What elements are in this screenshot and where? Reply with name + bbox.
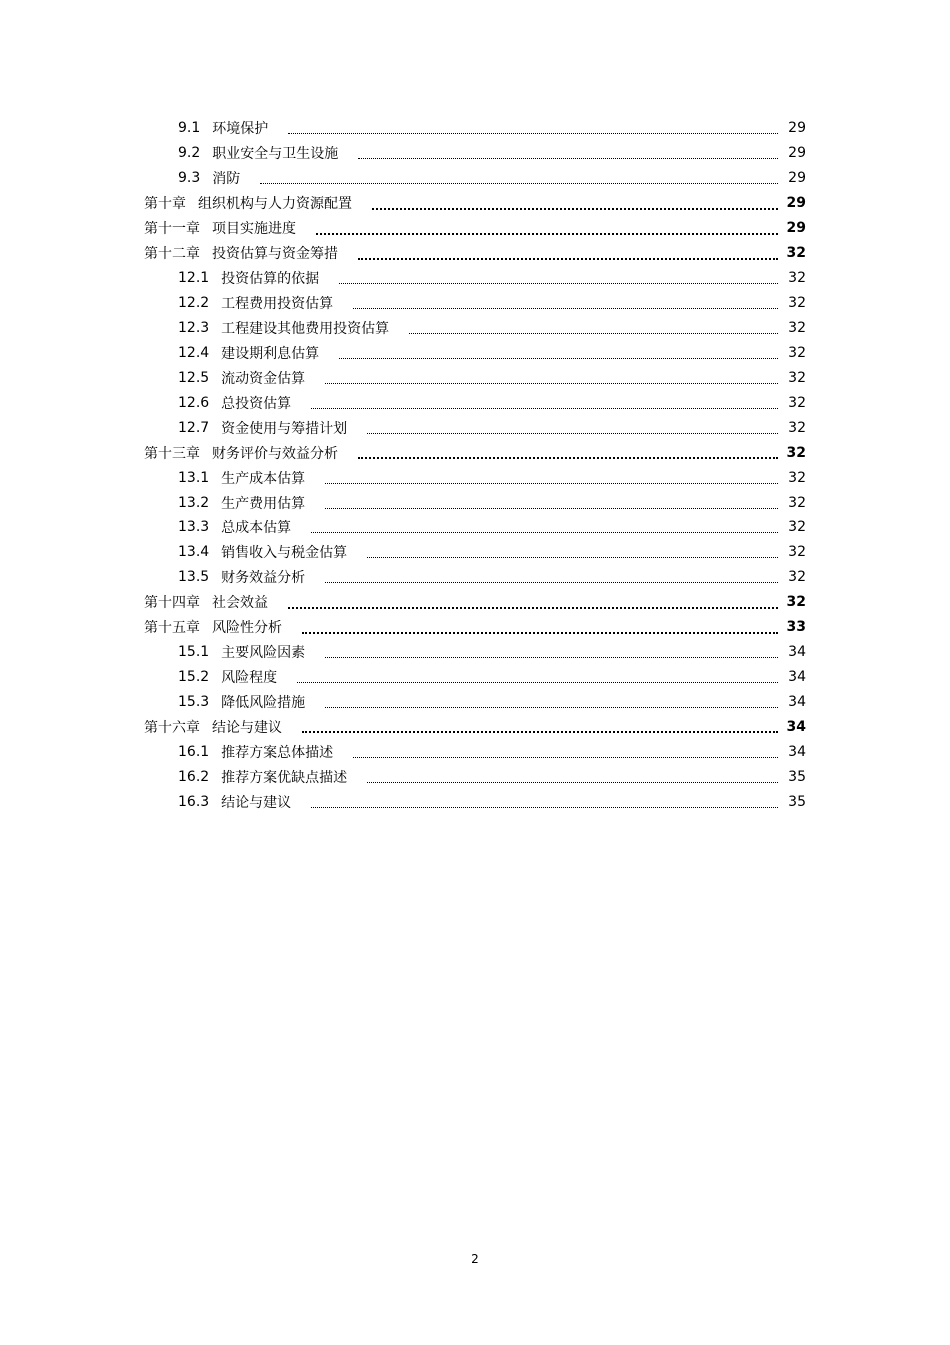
toc-entry-title: 项目实施进度 — [212, 221, 296, 238]
toc-dot-leader — [358, 456, 778, 459]
toc-entry-number: 15.1 — [178, 644, 210, 661]
toc-entry-title: 总成本估算 — [221, 520, 292, 537]
toc-dot-leader — [339, 357, 778, 359]
toc-dot-leader — [372, 207, 778, 210]
toc-dot-leader — [325, 581, 778, 583]
toc-entry-title: 降低风险措施 — [221, 695, 306, 712]
toc-entry-number: 16.2 — [178, 768, 210, 785]
toc-section-entry[interactable] — [0, 665, 950, 690]
toc-section-entry[interactable] — [0, 141, 950, 166]
toc-entry-title: 财务评价与效益分析 — [212, 445, 338, 462]
toc-dot-leader — [302, 730, 778, 733]
toc-entry-page: 29 — [788, 120, 806, 137]
toc-entry-page: 34 — [788, 743, 806, 760]
toc-entry-page: 35 — [788, 768, 806, 785]
toc-entry-page: 32 — [786, 444, 806, 461]
toc-entry-number: 第十一章 — [144, 221, 200, 238]
toc-entry-page: 33 — [786, 619, 806, 636]
toc-entry-number: 第十二章 — [144, 246, 200, 263]
toc-dot-leader — [367, 781, 778, 783]
toc-entry-number: 13.1 — [178, 469, 210, 486]
toc-chapter-entry[interactable] — [0, 715, 950, 740]
toc-section-entry[interactable] — [0, 789, 950, 814]
toc-entry-page: 29 — [788, 170, 806, 187]
toc-dot-leader — [311, 531, 778, 533]
toc-entry-title: 销售收入与税金估算 — [221, 545, 348, 562]
toc-entry-page: 34 — [788, 694, 806, 711]
toc-entry-number: 12.5 — [178, 369, 210, 386]
toc-dot-leader — [358, 157, 778, 159]
toc-entry-title: 建设期利息估算 — [221, 345, 320, 362]
toc-dot-leader — [260, 182, 778, 184]
toc-section-entry[interactable] — [0, 266, 950, 291]
toc-section-entry[interactable] — [0, 291, 950, 316]
toc-entry-number: 13.3 — [178, 519, 210, 536]
toc-entry-page: 29 — [786, 195, 806, 212]
toc-chapter-entry[interactable] — [0, 615, 950, 640]
toc-section-entry[interactable] — [0, 166, 950, 191]
toc-entry-page: 34 — [786, 718, 806, 735]
toc-dot-leader — [288, 606, 778, 609]
toc-entry-page: 32 — [788, 419, 806, 436]
toc-entry-title: 环境保护 — [212, 121, 269, 138]
toc-section-entry[interactable] — [0, 739, 950, 764]
toc-section-entry[interactable] — [0, 565, 950, 590]
toc-dot-leader — [325, 482, 778, 484]
toc-entry-title: 风险性分析 — [212, 620, 282, 637]
toc-entry-page: 32 — [788, 369, 806, 386]
toc-dot-leader — [288, 132, 778, 134]
toc-chapter-entry[interactable] — [0, 590, 950, 615]
toc-entry-number: 15.2 — [178, 669, 210, 686]
page-number: 2 — [471, 1252, 479, 1266]
toc-chapter-entry[interactable] — [0, 440, 950, 465]
toc-entry-number: 第十四章 — [144, 595, 200, 612]
toc-entry-number: 12.1 — [178, 270, 210, 287]
toc-dot-leader — [311, 407, 778, 409]
toc-dot-leader — [297, 681, 778, 683]
toc-entry-page: 32 — [788, 544, 806, 561]
toc-entry-number: 9.3 — [178, 170, 201, 187]
toc-entry-number: 第十五章 — [144, 620, 200, 637]
toc-chapter-entry[interactable] — [0, 191, 950, 216]
toc-chapter-entry[interactable] — [0, 216, 950, 241]
toc-entry-page: 35 — [788, 793, 806, 810]
toc-entry-title: 总投资估算 — [221, 395, 292, 412]
toc-entry-title: 资金使用与筹措计划 — [221, 420, 348, 437]
toc-entry-page: 29 — [786, 220, 806, 237]
toc-section-entry[interactable] — [0, 515, 950, 540]
toc-dot-leader — [367, 556, 778, 558]
toc-entry-title: 消防 — [212, 171, 241, 188]
toc-entry-title: 组织机构与人力资源配置 — [198, 196, 352, 213]
toc-entry-number: 9.2 — [178, 145, 201, 162]
toc-dot-leader — [353, 756, 778, 758]
toc-section-entry[interactable] — [0, 390, 950, 415]
toc-entry-number: 16.1 — [178, 743, 210, 760]
toc-entry-page: 29 — [788, 145, 806, 162]
toc-entry-title: 投资估算与资金筹措 — [212, 246, 338, 263]
toc-entry-number: 12.7 — [178, 419, 210, 436]
toc-section-entry[interactable] — [0, 640, 950, 665]
toc-entry-number: 第十六章 — [144, 719, 200, 736]
toc-section-entry[interactable] — [0, 690, 950, 715]
toc-entry-title: 结论与建议 — [221, 794, 292, 811]
toc-dot-leader — [358, 257, 778, 260]
toc-entry-page: 32 — [788, 344, 806, 361]
toc-entry-title: 财务效益分析 — [221, 570, 306, 587]
toc-dot-leader — [367, 432, 778, 434]
toc-dot-leader — [325, 656, 778, 658]
toc-entry-title: 投资估算的依据 — [221, 271, 320, 288]
toc-entry-page: 32 — [788, 295, 806, 312]
toc-section-entry[interactable] — [0, 365, 950, 390]
toc-entry-page: 32 — [788, 569, 806, 586]
toc-entry-title: 生产成本估算 — [221, 470, 306, 487]
toc-entry-number: 16.3 — [178, 793, 210, 810]
toc-entry-page: 32 — [788, 319, 806, 336]
toc-entry-title: 结论与建议 — [212, 719, 282, 736]
toc-entry-title: 工程费用投资估算 — [221, 296, 334, 313]
toc-entry-page: 32 — [788, 270, 806, 287]
toc-dot-leader — [353, 307, 778, 309]
toc-entry-page: 32 — [788, 394, 806, 411]
toc-entry-page: 32 — [786, 594, 806, 611]
toc-section-entry[interactable] — [0, 340, 950, 365]
toc-entry-number: 12.6 — [178, 394, 210, 411]
toc-dot-leader — [316, 232, 778, 235]
toc-entry-title: 职业安全与卫生设施 — [212, 146, 339, 163]
toc-dot-leader — [409, 332, 778, 334]
toc-entry-number: 9.1 — [178, 120, 201, 137]
toc-dot-leader — [325, 382, 778, 384]
toc-entry-page: 32 — [788, 494, 806, 511]
toc-entry-number: 13.2 — [178, 494, 210, 511]
toc-entry-title: 推荐方案总体描述 — [221, 744, 334, 761]
toc-section-entry[interactable] — [0, 116, 950, 141]
toc-entry-title: 主要风险因素 — [221, 645, 306, 662]
toc-entry-number: 12.4 — [178, 344, 210, 361]
toc-entry-page: 34 — [788, 669, 806, 686]
toc-entry-number: 12.2 — [178, 295, 210, 312]
toc-entry-number: 第十章 — [144, 196, 186, 213]
toc-entry-title: 工程建设其他费用投资估算 — [221, 320, 390, 337]
toc-entry-title: 推荐方案优缺点描述 — [221, 769, 348, 786]
toc-entry-title: 风险程度 — [221, 670, 278, 687]
toc-entry-number: 12.3 — [178, 319, 210, 336]
toc-entry-title: 生产费用估算 — [221, 495, 306, 512]
toc-dot-leader — [311, 806, 778, 808]
toc-dot-leader — [325, 706, 778, 708]
toc-entry-number: 13.5 — [178, 569, 210, 586]
toc-entry-title: 社会效益 — [212, 595, 268, 612]
toc-dot-leader — [302, 631, 778, 634]
toc-dot-leader — [339, 282, 778, 284]
toc-entry-page: 32 — [788, 469, 806, 486]
toc-entry-number: 13.4 — [178, 544, 210, 561]
table-of-contents — [0, 116, 950, 814]
toc-chapter-entry[interactable] — [0, 241, 950, 266]
toc-entry-title: 流动资金估算 — [221, 370, 306, 387]
toc-section-entry[interactable] — [0, 316, 950, 341]
toc-dot-leader — [325, 507, 778, 509]
toc-section-entry[interactable] — [0, 415, 950, 440]
toc-entry-number: 15.3 — [178, 694, 210, 711]
toc-section-entry[interactable] — [0, 465, 950, 490]
toc-section-entry[interactable] — [0, 764, 950, 789]
toc-section-entry[interactable] — [0, 490, 950, 515]
toc-entry-page: 32 — [786, 245, 806, 262]
toc-entry-page: 32 — [788, 519, 806, 536]
toc-entry-page: 34 — [788, 644, 806, 661]
toc-entry-number: 第十三章 — [144, 445, 200, 462]
toc-section-entry[interactable] — [0, 540, 950, 565]
